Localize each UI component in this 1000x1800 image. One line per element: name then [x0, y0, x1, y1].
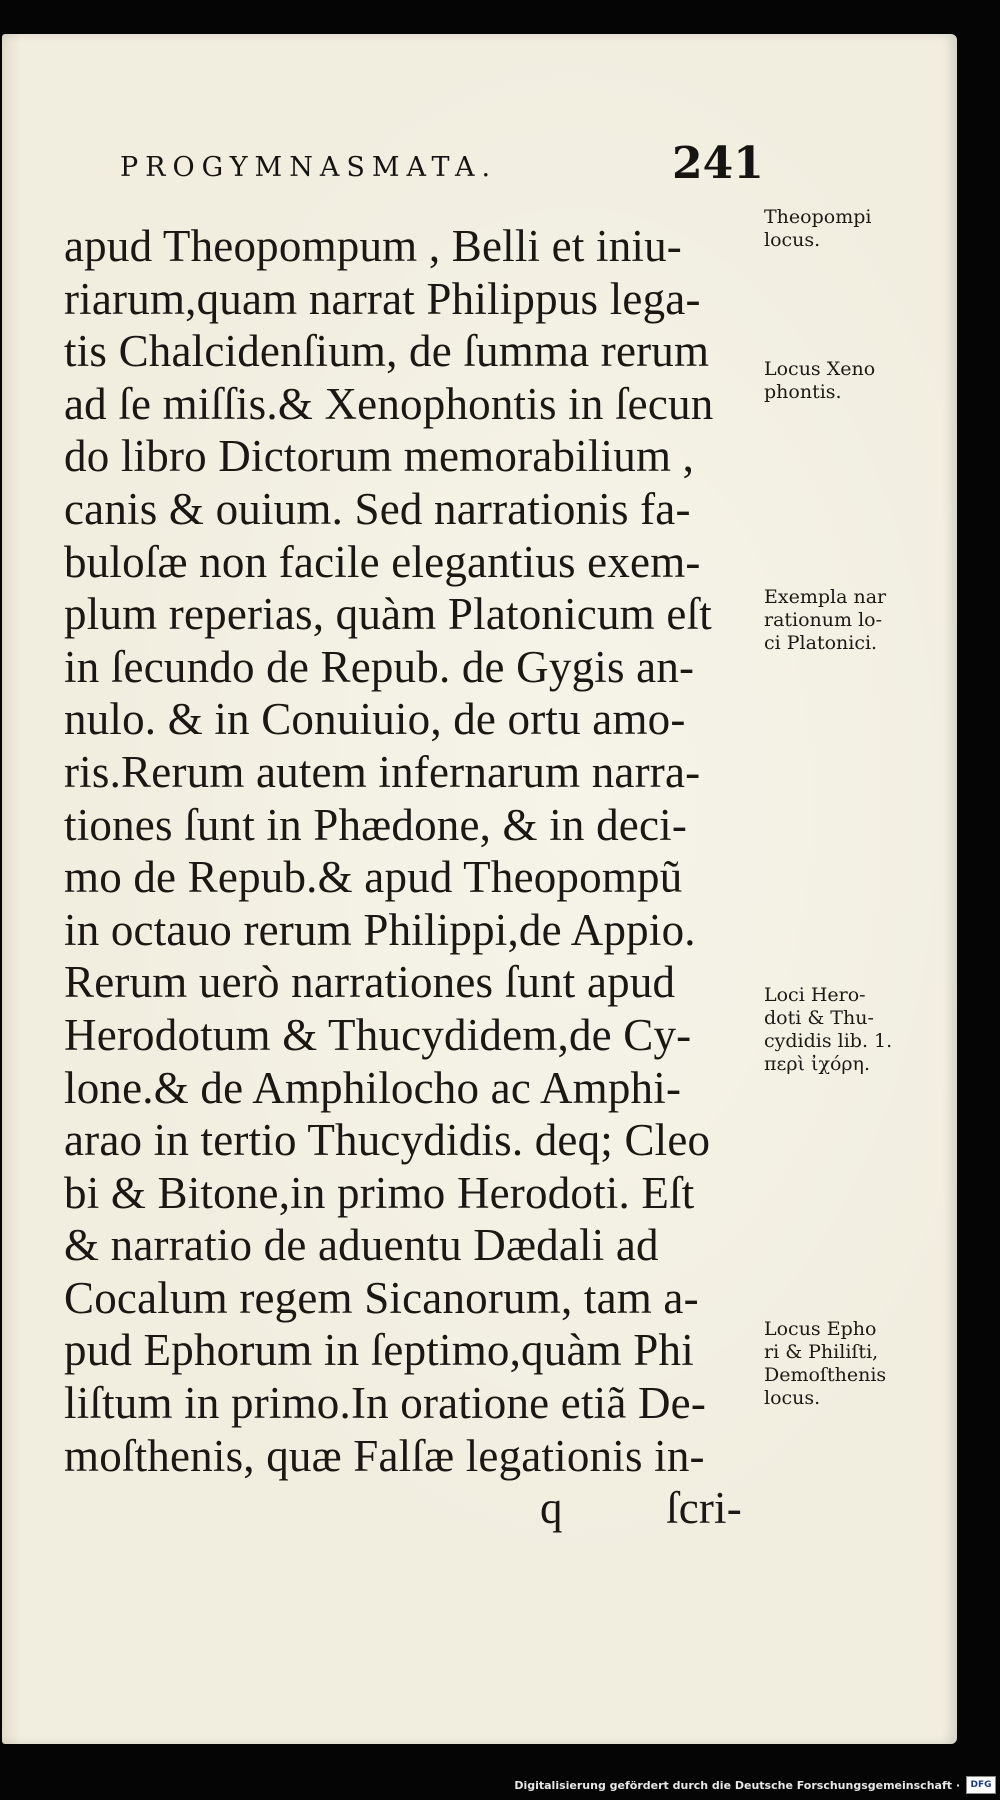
main-text-block — [64, 220, 764, 1535]
text-line: do libro Dictorum memorabilium , — [64, 431, 695, 482]
marginal-note-line: ri & Philiſti, — [764, 1341, 879, 1363]
text-line: arao in tertio Thucydidis. deq; Cleo — [64, 1115, 711, 1166]
marginal-note-line: Locus Epho — [764, 1318, 877, 1340]
signature-mark: q — [540, 1483, 563, 1534]
text-line: tis Chalcidenſium, de ſumma rerum — [64, 326, 710, 377]
text-line: riarum,quam narrat Philippus lega- — [64, 273, 701, 324]
text-line: liſtum in primo.In oratione etiã De- — [64, 1378, 707, 1429]
book-page — [2, 34, 957, 1744]
page-number: 241 — [672, 138, 764, 189]
catchline — [64, 1482, 764, 1535]
marginal-note-line: locus. — [764, 229, 821, 251]
text-line: moſthenis, quæ Falſæ legationis in- — [64, 1430, 705, 1481]
marginal-note-line: Demoſthenis — [764, 1364, 887, 1386]
marginal-note-line: Exempla nar — [764, 586, 887, 608]
text-line: Cocalum regem Sicanorum, tam a- — [64, 1272, 699, 1323]
text-line: canis & ouium. Sed narrationis fa- — [64, 483, 691, 534]
funding-credit: Digitalisierung gefördert durch die Deutsche Forschungsgemeinschaft · — [514, 1778, 960, 1792]
text-line: Rerum uerò narrationes ſunt apud — [64, 957, 676, 1008]
text-line: & narratio de aduentu Dædali ad — [64, 1220, 659, 1271]
dfg-logo-text: DFG — [970, 1780, 992, 1790]
marginal-note-line: phontis. — [764, 381, 842, 403]
text-line: ris.Rerum autem infernarum narra- — [64, 746, 701, 797]
marginal-note — [764, 206, 934, 252]
marginal-note-line: doti & Thu- — [764, 1007, 874, 1029]
marginal-note-line: locus. — [764, 1387, 821, 1409]
text-line: in ſecundo de Repub. de Gygis an- — [64, 641, 695, 692]
marginal-note-line: Locus Xeno — [764, 358, 876, 380]
marginal-note — [764, 358, 934, 404]
text-line: Herodotum & Thucydidem,de Cy- — [64, 1009, 692, 1060]
marginal-note — [764, 984, 934, 1076]
running-title: PROGYMNASMATA. — [120, 152, 498, 183]
text-line: tiones ſunt in Phædone, & in deci- — [64, 799, 688, 850]
dfg-logo-icon — [966, 1776, 996, 1794]
text-line: apud Theopompum , Belli et iniu- — [64, 221, 682, 271]
marginal-note-line: rationum lo- — [764, 609, 883, 631]
text-line: nulo. & in Conuiuio, de ortu amo- — [64, 694, 686, 745]
text-line: buloſæ non facile elegantius exem- — [64, 536, 701, 587]
marginal-note-line: cydidis lib. 1. — [764, 1030, 893, 1052]
text-line: pud Ephorum in ſeptimo,quàm Phi — [64, 1325, 694, 1376]
marginal-note — [764, 586, 934, 655]
text-line: plum reperias, quàm Platonicum eſt — [64, 589, 712, 640]
text-line: lone.& de Amphilocho ac Amphi- — [64, 1062, 682, 1113]
marginal-note-line: ci Platonici. — [764, 632, 878, 654]
marginal-note-line: Loci Hero- — [764, 984, 866, 1006]
digitization-credit-bar — [514, 1774, 996, 1796]
marginal-note-line: περὶ ἰχόρη. — [764, 1053, 870, 1075]
marginal-note-line: Theopompi — [764, 206, 872, 228]
marginal-notes — [764, 34, 954, 1800]
marginal-note — [764, 1318, 934, 1410]
text-line: in octauo rerum Philippi,de Appio. — [64, 904, 696, 955]
text-line: ad ſe miſſis.& Xenophontis in ſecun — [64, 378, 714, 429]
catchword: ſcri- — [666, 1483, 742, 1534]
text-line: bi & Bitone,in primo Herodoti. Eſt — [64, 1167, 695, 1218]
text-line: mo de Repub.& apud Theopompũ — [64, 852, 683, 903]
